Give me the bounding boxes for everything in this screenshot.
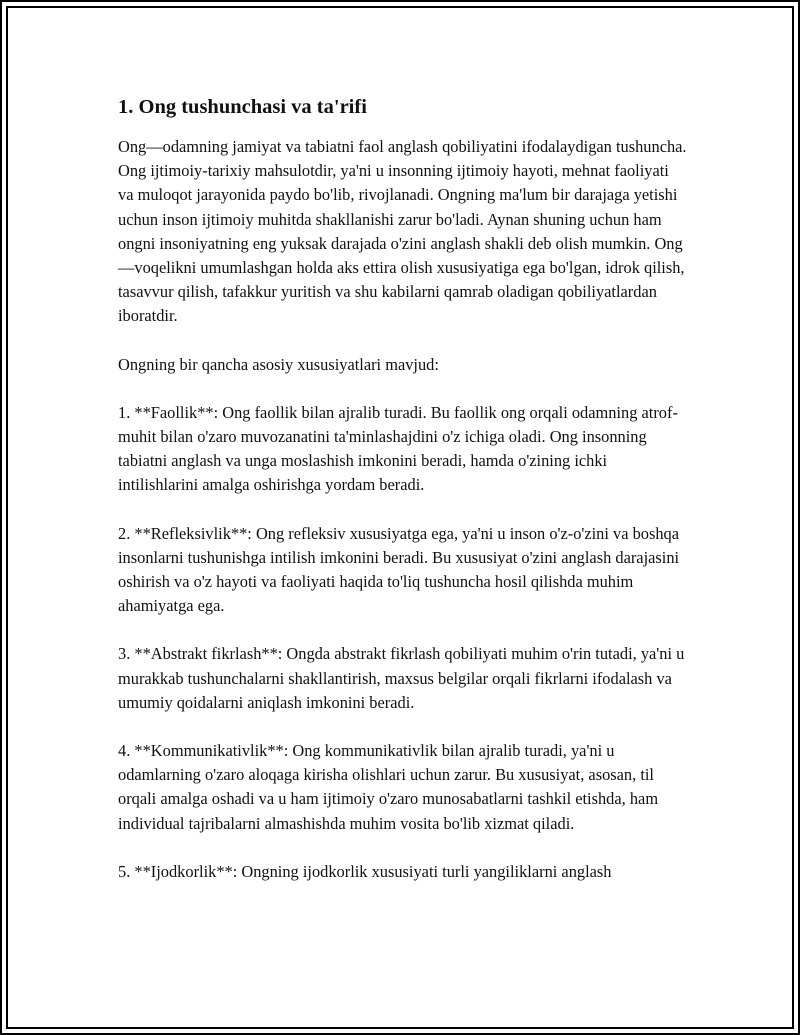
paragraph-faollik: 1. **Faollik**: Ong faollik bilan ajralib turadi. Bu faollik ong orqali odamning atrof-muhit bilan o'zaro muvozanatini ta'minlashajdini o'z ichiga oladi. Ong insonning tabiatni anglash va unga moslashish imkonini beradi, hamda o'zining ichki intilishlarini amalga oshirishga yordam beradi.	[118, 402, 678, 495]
paragraph-refleksivlik: 2. **Refleksivlik**: Ong refleksiv xususiyatga ega, ya'ni u inson o'z-o'zini va boshqa insonlarni tushunishga intilish imkonini beradi. Bu xususiyat o'zini anglash darajasini oshirish va o'z hayoti va faoliyati haqida to'liq tushuncha hosil qilishda muhim ahamiyatga ega.	[118, 523, 680, 616]
paragraph-intro: Ongning bir qancha asosiy xususiyatlari mavjud:	[118, 354, 439, 374]
document-body	[118, 94, 688, 908]
paragraph-abstrakt-fikrlash: 3. **Abstrakt fikrlash**: Ongda abstrakt fikrlash qobiliyati muhim o'rin tutadi, ya'ni u murakkab tushunchalarni shakllantirish, maxsus belgilar orqali fikrlarni ifodalash va umumiy qoidalarni aniqlash imkonini beradi.	[118, 644, 685, 712]
section-heading: 1. Ong tushunchasi va ta'rifi	[118, 96, 367, 118]
paragraph-ijodkorlik: 5. **Ijodkorlik**: Ongning ijodkorlik xususiyati turli yangiliklarni anglash	[118, 861, 612, 881]
paragraph-definition: Ong—odamning jamiyat va tabiatni faol anglash qobiliyatini ifodalaydigan tushuncha. Ong ijtimoiy-tarixiy mahsulotdir, ya'ni u insonning ijtimoiy hayoti, mehnat faoliyati va muloqot jarayonida paydo bo'lib, rivojlanadi. Ongning ma'lum bir darajaga yetishi uchun inson ijtimoiy muhitda shakllanishi zarur bo'ladi. Aynan shuning uchun ham ongni insoniyatning eng yuksak darajada o'zini anglash shakli deb olish mumkin. Ong—voqelikni umumlashgan holda aks ettira olish xususiyatiga ega bo'lgan, idrok qilish, tasavvur qilish, tafakkur yuritish va shu kabilarni qamrab oladigan qobiliyatlardan iboratdir.	[118, 137, 687, 326]
paragraph-kommunikativlik: 4. **Kommunikativlik**: Ong kommunikativlik bilan ajralib turadi, ya'ni u odamlarning o'zaro aloqaga kirisha olishlari uchun zarur. Bu xususiyat, asosan, til orqali amalga oshadi va u ham ijtimoiy o'zaro munosabatlarni tashkil etishda, ham individual tajribalarni almashishda muhim vosita bo'lib xizmat qiladi.	[118, 741, 659, 833]
